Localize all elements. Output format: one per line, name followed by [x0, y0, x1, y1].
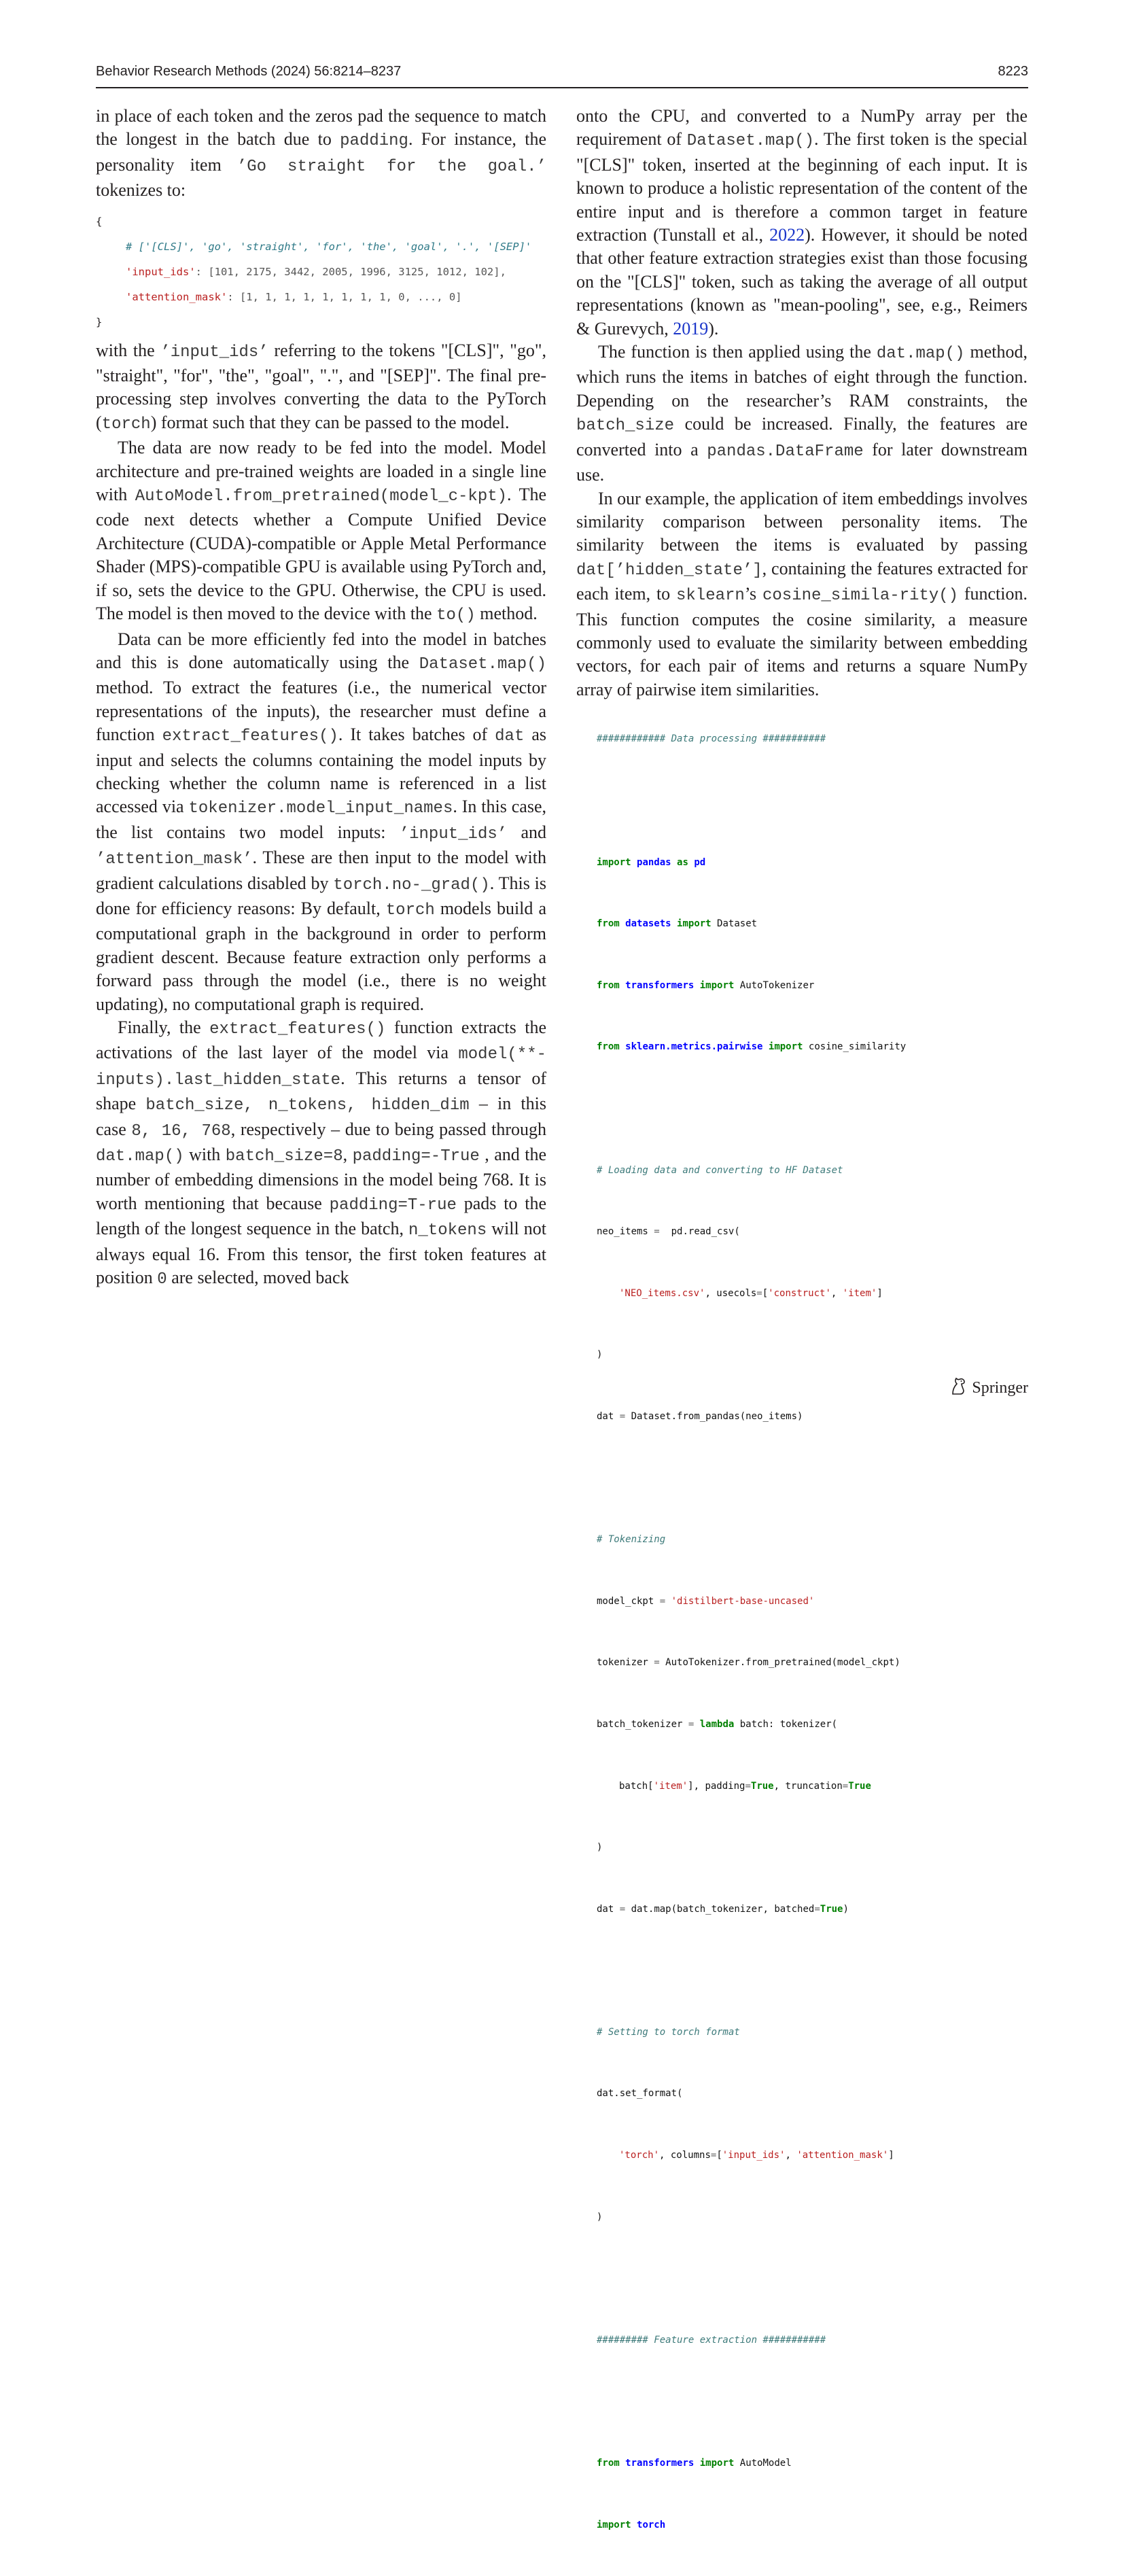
code-line: from sklearn.metrics.pairwise import cosine_similarity: [597, 1041, 907, 1053]
code-line: from datasets import Dataset: [597, 918, 758, 930]
code-line: model_ckpt = 'distilbert-base-uncased': [597, 1595, 815, 1607]
paragraph: in place of each token and the zeros pad the sequence to match the longest in the batch due to padding. For instance, the personality item ’Go straight for the goal.’ tokenizes to:: [96, 106, 546, 201]
code-listing: [597, 688, 1018, 2576]
left-column: [96, 105, 546, 1291]
code-line: from transformers import AutoTokenizer: [597, 979, 815, 991]
paragraph: onto the CPU, and converted to a NumPy array per the requirement of Dataset.map(). The first token is the special "[CLS]" token, inserted at the beginning of each input. It is known to produce a holistic representation of the content of the entire input and is therefore a common target in feature extraction (Tunstall et al., 2022). However, it should be noted that other feature extraction strategies exist than those focusing on the "[CLS]" token, such as taking the average of all output representations (known as "mean-pooling", see, e.g., Reimers & Gurevych, 2019).: [576, 106, 1028, 338]
citation-link[interactable]: 2022: [769, 225, 805, 245]
code-line: from transformers import AutoModel: [597, 2458, 792, 2469]
code-comment: # Setting to torch format: [597, 2026, 740, 2038]
code-comment: ############ Data processing ###########: [597, 733, 826, 745]
code-line: import torch: [597, 2519, 666, 2530]
code-line: ): [597, 1349, 603, 1361]
code-line: import pandas as pd: [597, 856, 706, 868]
code-comment: # Tokenizing: [597, 1534, 666, 1546]
code-line: 'torch', columns=['input_ids', 'attention_mask']: [619, 2150, 894, 2161]
paragraph: with the ’input_ids’ referring to the tokens "[CLS]", "go", "straight", "for", "the", "goal", ".", and "[SEP]". The final pre-processing step involves converting the data to the PyTorch (torch) format such that they can be passed to the model.: [96, 340, 546, 434]
right-column: [576, 105, 1028, 701]
code-line: dat.set_format(: [597, 2088, 683, 2100]
publisher-footer: [949, 1376, 1028, 1401]
paragraph: The function is then applied using the dat.map() method, which runs the items in batches of eight through the function. Depending on the researcher’s RAM constraints, the batch_size could be increased. Finally, the features are converted into a pandas.DataFrame for later downstream use.: [576, 342, 1028, 485]
journal-citation: Behavior Research Methods (2024) 56:8214–8237: [96, 64, 402, 79]
code-line: tokenizer = AutoTokenizer.from_pretrained(model_ckpt): [597, 1657, 900, 1669]
code-line: neo_items = pd.read_csv(: [597, 1226, 740, 1238]
publisher-name: Springer: [972, 1379, 1028, 1397]
paragraph: In our example, the application of item embeddings involves similarity comparison between personality items. The similarity between the items is evaluated by passing dat[’hidden_state’], containing the features extracted for each item, to sklearn’s cosine_simila-rity() function. This function computes the cosine similarity, a measure commonly used to evaluate the similarity between embedding vectors, for each pair of items and returns a square NumPy array of pairwise item similarities.: [576, 488, 1028, 699]
code-line: dat = Dataset.from_pandas(neo_items): [597, 1410, 803, 1422]
code-line: ): [597, 2211, 603, 2223]
springer-horse-icon: [949, 1376, 968, 1401]
code-line: batch_tokenizer = lambda batch: tokenizer(: [597, 1718, 838, 1730]
code-line: 'NEO_items.csv', usecols=['construct', 'item']: [619, 1287, 883, 1299]
paragraph: Data can be more efficiently fed into the model in batches and this is done automatically using the Dataset.map() method. To extract the features (i.e., the numerical vector representations of the inputs), the researcher must define a function extract_features(). It takes batches of dat as input and selects the columns containing the model inputs by checking whether the column name is referenced in a list accessed via tokenizer.model_input_names. In this case, the list contains two model inputs: ’input_ids’ and ’attention_mask’. These are then input to the model with gradient calculations disabled by torch.no-_grad(). This is done for efficiency reasons: By default, torch models build a computational graph in the background in order to perform gradient descent. Because feature extraction only performs a forward pass through the model (i.e., there is no weight updating), no computational graph is required.: [96, 629, 546, 1014]
code-comment: # Loading data and converting to HF Dataset: [597, 1164, 843, 1176]
code-line: batch['item'], padding=True, truncation=True: [619, 1780, 871, 1792]
token-output-snippet: { # ['[CLS]', 'go', 'straight', 'for', 'the', 'goal', '.', '[SEP]' 'input_ids': [101, 2175, 3442, 2005, 1996, 3125, 1012, 102], 'attention_mask': [1, 1, 1, 1, 1, 1, 1, 1, 0, ..., 0] }: [96, 215, 532, 328]
code-line: dat = dat.map(batch_tokenizer, batched=True): [597, 1903, 849, 1915]
code-comment: ######### Feature extraction ###########: [597, 2334, 826, 2346]
paragraph: The data are now ready to be fed into the model. Model architecture and pre-trained weights are loaded in a single line with AutoModel.from_pretrained(model_c-kpt). The code next detects whether a Compute Unified Device Architecture (CUDA)-compatible or Apple Metal Performance Shader (MPS)-compatible GPU is available using PyTorch and, if so, sets the device to the GPU. Otherwise, the CPU is used. The model is then moved to the device with the to() method.: [96, 438, 546, 625]
running-header: [96, 60, 1028, 88]
paragraph: Finally, the extract_features() function extracts the activations of the last layer of the model via model(**-inputs).last_hidden_state. This returns a tensor of shape batch_size, n_tokens, hidden_dim – in this case 8, 16, 768, respectively – due to being passed through dat.map() with batch_size=8, padding=-True , and the number of embedding dimensions in the model being 768. It is worth mentioning that because padding=T-rue pads to the length of the longest sequence in the batch, n_tokens will not always equal 16. From this tensor, the first token features at position 0 are selected, moved back: [96, 1017, 547, 1289]
citation-link[interactable]: 2019: [673, 318, 709, 338]
code-line: ): [597, 1842, 603, 1853]
page-number: 8223: [998, 64, 1028, 79]
